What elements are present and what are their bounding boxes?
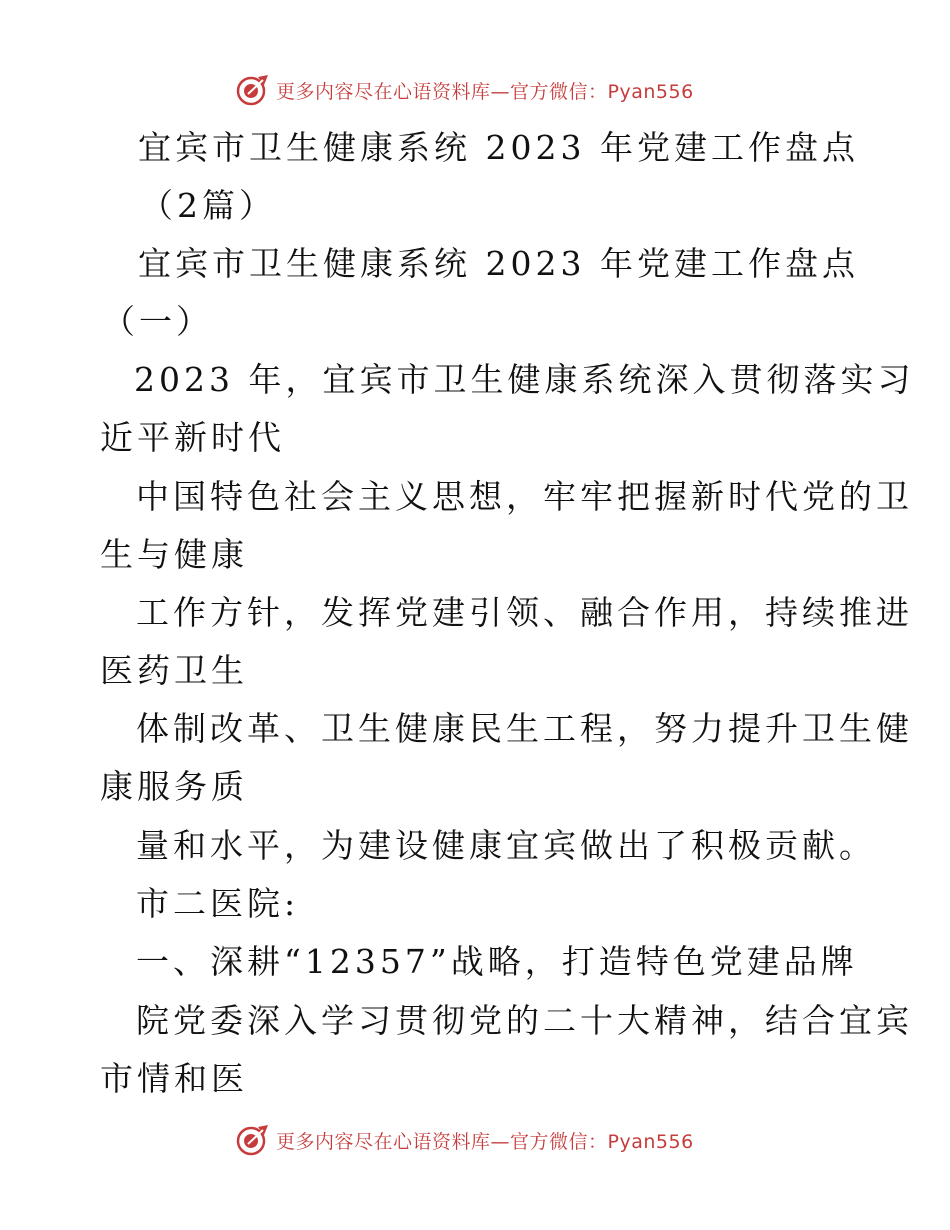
section-title-line-1: 宜宾市卫生健康系统 2023 年党建工作盘点 xyxy=(138,244,859,283)
paragraph-line: 近平新时代 xyxy=(100,418,285,457)
paragraph-line: 医药卫生 xyxy=(100,651,248,690)
paragraph-line: 生与健康 xyxy=(100,535,248,574)
paragraph-line: 院党委深入学习贯彻党的二十大精神，结合宜宾 xyxy=(136,1001,913,1040)
section-title-line-2: （一） xyxy=(102,302,213,341)
paragraph-line: 2023 年，宜宾市卫生健康系统深入贯彻落实习 xyxy=(134,360,915,399)
paragraph-line: 量和水平，为建设健康宜宾做出了积极贡献。 xyxy=(136,826,876,865)
paragraph-line: 体制改革、卫生健康民生工程，努力提升卫生健 xyxy=(136,709,913,748)
paragraph-line: 工作方针，发挥党建引领、融合作用，持续推进 xyxy=(136,593,913,632)
paragraph-line: 中国特色社会主义思想，牢牢把握新时代党的卫 xyxy=(136,477,913,516)
subheading-strategy: 一、深耕“12357”战略，打造特色党建品牌 xyxy=(136,942,858,981)
watermark-text: 更多内容尽在心语资料库—官方微信：Pyan556 xyxy=(276,1130,694,1153)
footer-watermark xyxy=(236,1122,694,1158)
document-title-line-1: 宜宾市卫生健康系统 2023 年党建工作盘点 xyxy=(138,128,859,167)
pen-logo-icon xyxy=(236,1123,270,1157)
document-title-line-2: （2篇） xyxy=(140,186,276,225)
subheading-hospital: 市二医院: xyxy=(136,884,300,923)
watermark-text: 更多内容尽在心语资料库—官方微信：Pyan556 xyxy=(276,80,694,103)
paragraph-line: 市情和医 xyxy=(100,1059,248,1098)
paragraph-line: 康服务质 xyxy=(100,767,248,806)
